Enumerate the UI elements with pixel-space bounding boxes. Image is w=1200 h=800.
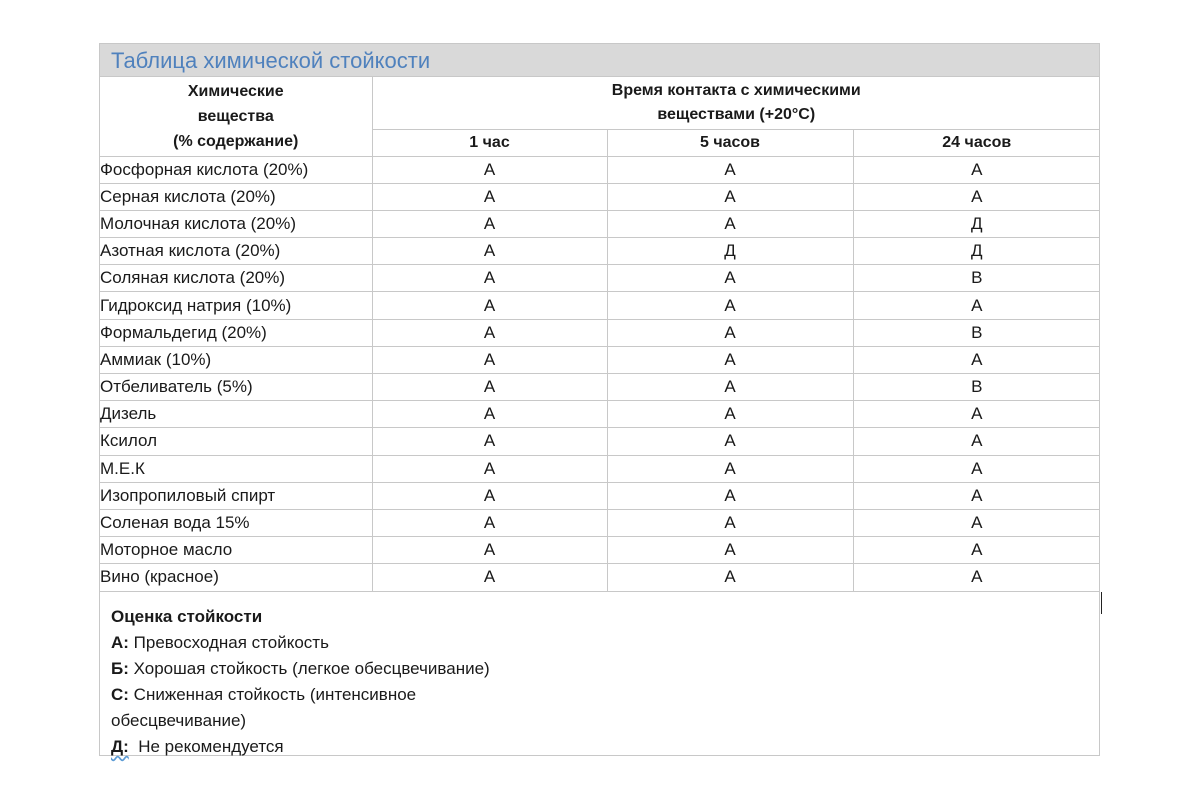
rating-24h: B — [853, 374, 1100, 401]
table-row — [100, 292, 1100, 319]
text-cursor — [1101, 592, 1102, 614]
header-line: Химические — [187, 82, 284, 100]
table-row — [100, 238, 1100, 265]
rating-24h: A — [853, 564, 1100, 591]
substance-name: Изопропиловый спирт — [100, 482, 372, 509]
rating-1h: A — [372, 319, 607, 346]
header-line: вещества — [197, 107, 274, 125]
table-row — [100, 455, 1100, 482]
rating-5h: A — [607, 156, 853, 183]
rating-5h: A — [607, 210, 853, 237]
legend — [100, 592, 1099, 760]
rating-24h: A — [853, 537, 1100, 564]
rating-1h: A — [372, 482, 607, 509]
legend-item — [111, 734, 1099, 760]
rating-1h: A — [372, 564, 607, 591]
rating-1h: A — [372, 238, 607, 265]
table-row — [100, 346, 1100, 373]
substance-name: Серная кислота (20%) — [100, 183, 372, 210]
substance-name: Гидроксид натрия (10%) — [100, 292, 372, 319]
legend-item — [111, 630, 1099, 656]
rating-5h: A — [607, 455, 853, 482]
rating-5h: A — [607, 482, 853, 509]
substance-name: Молочная кислота (20%) — [100, 210, 372, 237]
table-row — [100, 564, 1100, 591]
rating-5h: A — [607, 401, 853, 428]
table-title: Таблица химической стойкости — [100, 44, 1099, 77]
rating-1h: A — [372, 374, 607, 401]
rating-1h: A — [372, 509, 607, 536]
legend-item — [111, 682, 471, 734]
time-header-24h: 24 часов — [853, 129, 1100, 156]
time-header-1h: 1 час — [372, 129, 607, 156]
rating-24h: A — [853, 292, 1100, 319]
rating-24h: A — [853, 346, 1100, 373]
table-row — [100, 374, 1100, 401]
rating-1h: A — [372, 156, 607, 183]
legend-key: Б: — [111, 658, 129, 678]
table-row — [100, 265, 1100, 292]
rating-24h: A — [853, 156, 1100, 183]
substance-name: Дизель — [100, 401, 372, 428]
rating-5h: A — [607, 509, 853, 536]
time-header-5h: 5 часов — [607, 129, 853, 156]
legend-key: А: — [111, 632, 129, 652]
rating-24h: B — [853, 319, 1100, 346]
rating-24h: A — [853, 482, 1100, 509]
rating-1h: A — [372, 537, 607, 564]
contact-time-group-header — [372, 77, 1100, 129]
table-row — [100, 319, 1100, 346]
rating-5h: A — [607, 292, 853, 319]
rating-5h: A — [607, 346, 853, 373]
rating-5h: A — [607, 428, 853, 455]
rating-5h: Д — [607, 238, 853, 265]
table-row — [100, 482, 1100, 509]
header-line: Время контакта с химическими — [611, 81, 861, 99]
rating-5h: A — [607, 537, 853, 564]
table-row — [100, 156, 1100, 183]
legend-text: Превосходная стойкость — [128, 632, 329, 652]
substance-name: Вино (красное) — [100, 564, 372, 591]
substance-name: Соляная кислота (20%) — [100, 265, 372, 292]
table-row — [100, 401, 1100, 428]
rating-1h: A — [372, 455, 607, 482]
chemical-resistance-table — [100, 77, 1100, 592]
legend-text: Хорошая стойкость (легкое обесцвечивание) — [128, 658, 490, 678]
table-row — [100, 509, 1100, 536]
table-row — [100, 537, 1100, 564]
rating-24h: A — [853, 509, 1100, 536]
table-body — [100, 156, 1100, 591]
legend-text: Не рекомендуется — [128, 736, 284, 756]
legend-key: Д: — [111, 736, 129, 756]
substance-name: М.Е.К — [100, 455, 372, 482]
rating-1h: A — [372, 265, 607, 292]
header-line: веществами (+20°C) — [657, 105, 816, 123]
substance-name: Фосфорная кислота (20%) — [100, 156, 372, 183]
legend-heading: Оценка стойкости — [111, 606, 263, 626]
header-line: (% содержание) — [173, 132, 299, 150]
rating-5h: A — [607, 265, 853, 292]
substance-name: Отбеливатель (5%) — [100, 374, 372, 401]
document-page — [99, 43, 1100, 756]
rating-1h: A — [372, 428, 607, 455]
rating-24h: B — [853, 265, 1100, 292]
rating-1h: A — [372, 346, 607, 373]
legend-text: Сниженная стойкость (интенсивное обесцвечивание) — [111, 684, 417, 730]
rating-1h: A — [372, 183, 607, 210]
substance-column-header — [100, 77, 372, 156]
substance-name: Формальдегид (20%) — [100, 319, 372, 346]
rating-24h: A — [853, 455, 1100, 482]
rating-24h: A — [853, 401, 1100, 428]
legend-item — [111, 656, 1099, 682]
rating-24h: A — [853, 183, 1100, 210]
substance-name: Ксилол — [100, 428, 372, 455]
legend-key: С: — [111, 684, 129, 704]
rating-5h: A — [607, 319, 853, 346]
table-row — [100, 183, 1100, 210]
rating-24h: Д — [853, 210, 1100, 237]
table-row — [100, 428, 1100, 455]
rating-1h: A — [372, 401, 607, 428]
substance-name: Аммиак (10%) — [100, 346, 372, 373]
substance-name: Соленая вода 15% — [100, 509, 372, 536]
substance-name: Моторное масло — [100, 537, 372, 564]
rating-1h: A — [372, 292, 607, 319]
rating-5h: A — [607, 374, 853, 401]
rating-24h: Д — [853, 238, 1100, 265]
rating-24h: A — [853, 428, 1100, 455]
rating-5h: A — [607, 564, 853, 591]
substance-name: Азотная кислота (20%) — [100, 238, 372, 265]
rating-1h: A — [372, 210, 607, 237]
table-row — [100, 210, 1100, 237]
rating-5h: A — [607, 183, 853, 210]
